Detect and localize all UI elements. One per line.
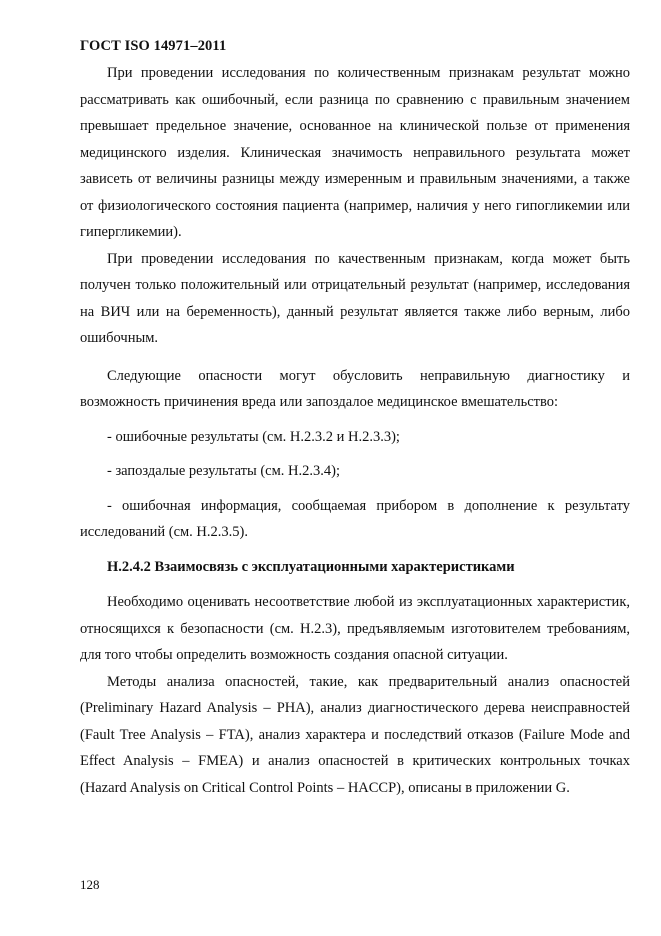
standard-header: ГОСТ ISO 14971–2011	[80, 38, 227, 54]
list-item-delayed-results: - запоздалые результаты (см. Н.2.3.4);	[107, 463, 340, 479]
paragraph-qualitative: При проведении исследования по качественным признакам, когда может быть получен только положительный или отрицательный результат (например, исследования на ВИЧ или на беременность), данный результат является также либо верным, либо ошибочным.	[80, 250, 630, 346]
page-number: 128	[80, 877, 100, 892]
paragraph-performance: Необходимо оценивать несоответствие любой из эксплуатационных характеристик, относящихся к безопасности (см. Н.2.3), предъявляемым изготовителем требованиям, для того чтобы определить возможность создания опасной ситуации.	[80, 594, 630, 663]
paragraph-methods: Методы анализа опасностей, такие, как предварительный анализ опасностей (Preliminary Hazard Analysis – PHA), анализ диагностического дерева неисправностей (Fault Tree Analysis – FTA), анализ характера и последствий отказов (Failure Mode and Effect Analysis – FMEA) и анализ опасностей в критических контрольных точках (Hazard Analysis on Critical Control Points – HACCP), описаны в приложении G.	[80, 673, 630, 796]
list-item-erroneous-information: - ошибочная информация, сообщаемая прибором в дополнение к результату исследований (см. Н.2.3.5).	[80, 497, 630, 540]
page-body	[80, 60, 630, 801]
paragraph-quantitative: При проведении исследования по количественным признакам результат можно рассматривать как ошибочный, если разница по сравнению с правильным значением превышает предельное значение, основанное на клинической пользе от применения медицинского изделия. Клиническая значимость неправильного результата может зависеть от величины разницы между измеренным и правильным значениями, а также от физиологического состояния пациента (например, наличия у него гипогликемии или гипергликемии).	[80, 65, 630, 240]
list-item-erroneous-results: - ошибочные результаты (см. Н.2.3.2 и Н.2.3.3);	[107, 428, 400, 445]
paragraph-hazards-intro: Следующие опасности могут обусловить неправильную диагностику и возможность причинения вреда или запоздалое медицинское вмешательство:	[80, 367, 630, 410]
section-heading: Н.2.4.2 Взаимосвязь с эксплуатационными характеристиками	[107, 558, 515, 575]
